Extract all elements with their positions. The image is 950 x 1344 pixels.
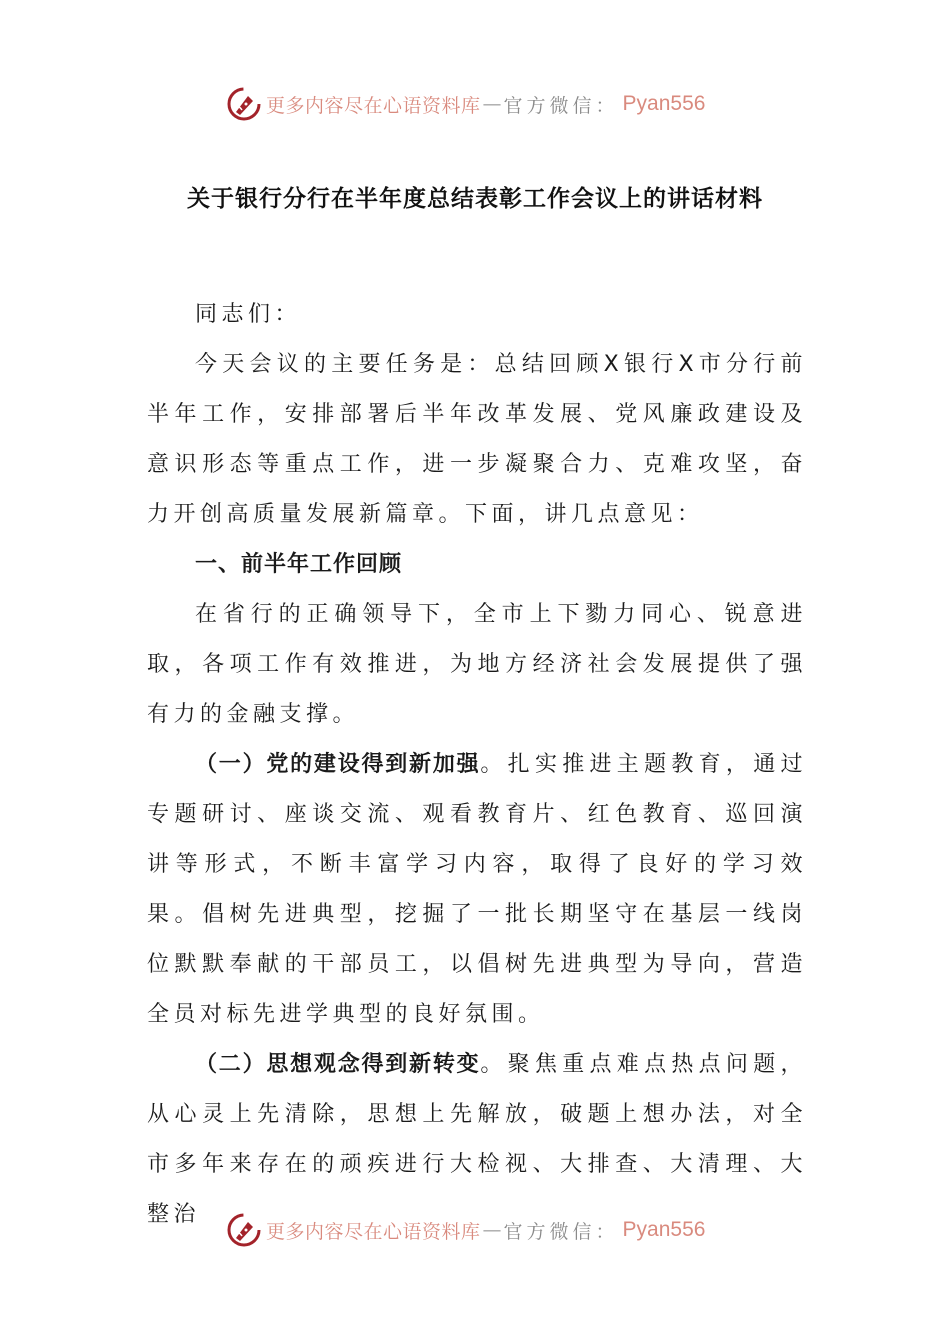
subsection-lead: （二）思想观念得到新转变 [195,1052,481,1077]
watermark-wechat-id: Pyan556 [622,92,706,115]
document-title: 关于银行分行在半年度总结表彰工作会议上的讲话材料 [187,186,763,212]
document-body [147,290,807,1240]
subsection-text: 。扎实推进主题教育，通过专题研讨、座谈交流、观看教育片、红色教育、巡回演讲等形式，不断丰富学习内容，取得了良好的学习效果。倡树先进典型，挖掘了一批长期坚守在基层一线岗位默默奉献的干部员工，以倡树先进典型为导向，营造全员对标先进学典型的良好氛围。 [147,752,807,1027]
watermark-text: 更多内容尽在心语资料库 [266,94,481,117]
watermark-wechat-label: 官方微信： [503,94,619,117]
subsection-text: 。聚焦重点难点热点问题，从心灵上先清除，思想上先解放，破题上想办法，对全市多年来存在的顽疾进行大检视、大排查、大清理、大整治 [147,1052,807,1227]
watermark-wechat-id: Pyan556 [622,1218,706,1241]
watermark-text: 更多内容尽在心语资料库 [266,1220,481,1243]
subsection-party-building [147,740,807,1040]
footer-watermark-banner [226,1208,705,1252]
watermark-dash: — [482,93,502,115]
pen-nib-logo-icon [226,86,262,122]
pen-nib-logo-icon [226,1212,262,1248]
subsection-lead: （一）党的建设得到新加强 [195,752,481,777]
watermark-dash: — [482,1219,502,1241]
watermark-wechat-label: 官方微信： [503,1220,619,1243]
salutation: 同志们： [195,302,302,327]
section-paragraph: 在省行的正确领导下，全市上下勠力同心、锐意进取，各项工作有效推进，为地方经济社会发展提供了强有力的金融支撑。 [147,602,807,727]
header-watermark-banner [226,82,705,126]
section-heading: 一、前半年工作回顾 [195,552,403,577]
intro-paragraph: 今天会议的主要任务是：总结回顾X银行X市分行前半年工作，安排部署后半年改革发展、党风廉政建设及意识形态等重点工作，进一步凝聚合力、克难攻坚，奋力开创高质量发展新篇章。下面，讲几点意见： [147,352,807,527]
